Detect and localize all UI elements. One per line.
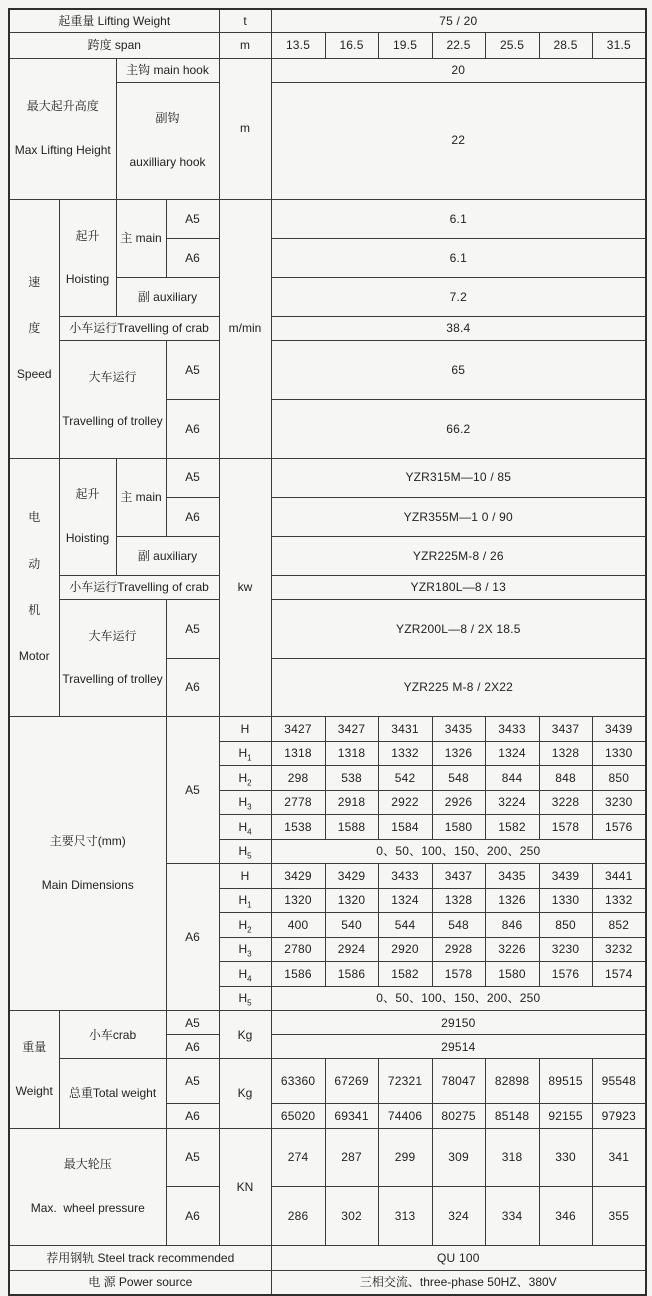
- weight-crab-unit: Kg: [219, 1011, 271, 1059]
- speed-trolley-a5-value: 65: [271, 341, 646, 400]
- dim-value: 2922: [378, 790, 432, 815]
- row-span: [9, 32, 646, 58]
- dim-value: 2920: [378, 937, 432, 962]
- dim-value: 542: [378, 766, 432, 791]
- dim-value: 2928: [432, 937, 485, 962]
- motor-unit: kw: [219, 458, 271, 717]
- dim-name: $H_4$: [219, 962, 271, 987]
- speed-crab-value: 38.4: [271, 317, 646, 341]
- wheel-pressure-value: 346: [539, 1187, 592, 1246]
- dim-value: 1576: [592, 815, 646, 840]
- dim-value: 3441: [592, 864, 646, 889]
- grade-label: A5: [166, 599, 219, 658]
- span-label: 跨度 span: [9, 32, 219, 58]
- dim-value: 3439: [539, 864, 592, 889]
- grade-label: A5: [166, 1059, 219, 1104]
- dim-value: 1328: [432, 888, 485, 913]
- row-motor-main-a5: [9, 458, 646, 497]
- weight-total-value: 89515: [539, 1059, 592, 1104]
- weight-total-value: 65020: [271, 1104, 325, 1129]
- wheel-pressure-value: 330: [539, 1128, 592, 1187]
- span-value: 25.5: [485, 32, 539, 58]
- motor-main-a6-value: YZR355M—1 0 / 90: [271, 497, 646, 536]
- grade-label: A5: [166, 717, 219, 864]
- dim-name: $H_5$: [219, 986, 271, 1011]
- dim-value: 1330: [592, 741, 646, 766]
- grade-label: A6: [166, 1035, 219, 1059]
- wheel-pressure-value: 299: [378, 1128, 432, 1187]
- dim-value: 1580: [432, 815, 485, 840]
- row-weight-crab-a5: [9, 1011, 646, 1035]
- motor-section-label: 电 动 机 Motor: [9, 458, 59, 717]
- dim-value: 2918: [325, 790, 378, 815]
- grade-label: A5: [166, 1128, 219, 1187]
- weight-crab-label: 小车crab: [59, 1011, 166, 1059]
- weight-total-value: 72321: [378, 1059, 432, 1104]
- dim-value: 1320: [271, 888, 325, 913]
- wheel-pressure-value: 309: [432, 1128, 485, 1187]
- grade-label: A6: [166, 1104, 219, 1129]
- dim-h5-value: 0、50、100、150、200、250: [271, 839, 646, 864]
- dim-value: 540: [325, 913, 378, 938]
- dim-value: 3437: [539, 717, 592, 742]
- aux-hook-label: 副钩 auxilliary hook: [116, 82, 219, 199]
- row-steel-track: [9, 1245, 646, 1270]
- speed-trolley-label: 大车运行 Travelling of trolley: [59, 341, 166, 458]
- grade-label: A5: [166, 458, 219, 497]
- dim-value: 400: [271, 913, 325, 938]
- motor-main-a5-value: YZR315M—10 / 85: [271, 458, 646, 497]
- row-wheel-a5: [9, 1128, 646, 1187]
- speed-aux-value: 7.2: [271, 278, 646, 317]
- span-value: 13.5: [271, 32, 325, 58]
- row-speed-crab: [9, 317, 646, 341]
- dim-value: 1324: [378, 888, 432, 913]
- dim-value: 544: [378, 913, 432, 938]
- span-value: 16.5: [325, 32, 378, 58]
- dim-value: 3433: [485, 717, 539, 742]
- dim-value: 850: [539, 913, 592, 938]
- dim-value: 1582: [485, 815, 539, 840]
- dim-value: 1328: [539, 741, 592, 766]
- row-motor-crab: [9, 575, 646, 599]
- motor-trolley-a6-value: YZR225 M-8 / 2X22: [271, 658, 646, 717]
- aux-hook-value: 22: [271, 82, 646, 199]
- grade-label: A5: [166, 199, 219, 238]
- dim-name: $H_1$: [219, 888, 271, 913]
- dim-value: 3230: [539, 937, 592, 962]
- weight-section-label: 重量 Weight: [9, 1011, 59, 1128]
- dim-value: 2778: [271, 790, 325, 815]
- dim-name: H: [219, 864, 271, 889]
- dim-value: 1538: [271, 815, 325, 840]
- dim-value: 846: [485, 913, 539, 938]
- wheel-pressure-value: 355: [592, 1187, 646, 1246]
- weight-crab-a5-value: 29150: [271, 1011, 646, 1035]
- lifting-weight-label: 起重量 Lifting Weight: [9, 9, 219, 32]
- motor-crab-label: 小车运行Travelling of crab: [59, 575, 219, 599]
- wheel-pressure-value: 286: [271, 1187, 325, 1246]
- row-weight-total-a5: [9, 1059, 646, 1104]
- dim-value: 2780: [271, 937, 325, 962]
- dim-value: 1584: [378, 815, 432, 840]
- dim-value: 3433: [378, 864, 432, 889]
- motor-crab-value: YZR180L—8 / 13: [271, 575, 646, 599]
- dim-name: $H_3$: [219, 937, 271, 962]
- weight-total-value: 80275: [432, 1104, 485, 1129]
- main-dimensions-label: 主要尺寸(mm) Main Dimensions: [9, 717, 166, 1011]
- dim-value: 1326: [485, 888, 539, 913]
- dim-value: 3230: [592, 790, 646, 815]
- height-unit: m: [219, 58, 271, 199]
- dim-value: 3435: [432, 717, 485, 742]
- span-unit: m: [219, 32, 271, 58]
- dim-value: 1332: [592, 888, 646, 913]
- weight-total-unit: Kg: [219, 1059, 271, 1128]
- dim-name: $H_2$: [219, 913, 271, 938]
- dim-name: $H_4$: [219, 815, 271, 840]
- row-speed-trolley-a5: [9, 341, 646, 400]
- grade-label: A6: [166, 864, 219, 1011]
- row-main-hook: [9, 58, 646, 82]
- weight-total-value: 69341: [325, 1104, 378, 1129]
- dim-value: 548: [432, 913, 485, 938]
- row-power-source: [9, 1270, 646, 1295]
- lifting-weight-value: 75 / 20: [271, 9, 646, 32]
- dim-value: 1318: [325, 741, 378, 766]
- span-value: 22.5: [432, 32, 485, 58]
- wheel-pressure-value: 313: [378, 1187, 432, 1246]
- weight-total-value: 63360: [271, 1059, 325, 1104]
- grade-label: A6: [166, 399, 219, 458]
- dim-value: 3226: [485, 937, 539, 962]
- dim-value: 1586: [271, 962, 325, 987]
- wheel-pressure-unit: KN: [219, 1128, 271, 1245]
- dim-value: 2924: [325, 937, 378, 962]
- row-speed-main-a5: [9, 199, 646, 238]
- wheel-pressure-value: 318: [485, 1128, 539, 1187]
- dim-value: 548: [432, 766, 485, 791]
- dim-value: 3429: [325, 864, 378, 889]
- dim-value: 298: [271, 766, 325, 791]
- dim-name: $H_3$: [219, 790, 271, 815]
- weight-total-value: 85148: [485, 1104, 539, 1129]
- speed-aux-label: 副 auxiliary: [116, 278, 219, 317]
- grade-label: A6: [166, 238, 219, 277]
- dim-value: 3435: [485, 864, 539, 889]
- dim-value: 1580: [485, 962, 539, 987]
- speed-hoisting-label: 起升 Hoisting: [59, 199, 116, 316]
- dim-value: 3439: [592, 717, 646, 742]
- weight-total-value: 95548: [592, 1059, 646, 1104]
- steel-track-value: QU 100: [271, 1245, 646, 1270]
- grade-label: A5: [166, 1011, 219, 1035]
- dim-value: 3429: [271, 864, 325, 889]
- dim-value: 1574: [592, 962, 646, 987]
- max-lifting-height-label: 最大起升高度 Max Lifting Height: [9, 58, 116, 199]
- steel-track-label: 荐用钢轨 Steel track recommended: [9, 1245, 271, 1270]
- wheel-pressure-value: 287: [325, 1128, 378, 1187]
- dim-value: 1578: [432, 962, 485, 987]
- span-value: 19.5: [378, 32, 432, 58]
- crane-spec-table: [8, 8, 647, 1296]
- weight-total-value: 78047: [432, 1059, 485, 1104]
- dim-value: 3427: [325, 717, 378, 742]
- speed-trolley-a6-value: 66.2: [271, 399, 646, 458]
- motor-aux-value: YZR225M-8 / 26: [271, 536, 646, 575]
- dim-value: 538: [325, 766, 378, 791]
- dim-name: $H_5$: [219, 839, 271, 864]
- weight-total-value: 67269: [325, 1059, 378, 1104]
- dim-name: $H_1$: [219, 741, 271, 766]
- weight-total-value: 92155: [539, 1104, 592, 1129]
- motor-trolley-label: 大车运行 Travelling of trolley: [59, 599, 166, 716]
- grade-label: A6: [166, 1187, 219, 1246]
- weight-total-value: 97923: [592, 1104, 646, 1129]
- dim-value: 1578: [539, 815, 592, 840]
- main-hook-label: 主钩 main hook: [116, 58, 219, 82]
- dim-value: 1586: [325, 962, 378, 987]
- dim-value: 1330: [539, 888, 592, 913]
- dim-value: 3224: [485, 790, 539, 815]
- dim-name: $H_2$: [219, 766, 271, 791]
- dim-value: 2926: [432, 790, 485, 815]
- row-dims-a5-h: [9, 717, 646, 742]
- dim-value: 3427: [271, 717, 325, 742]
- speed-main-a5-value: 6.1: [271, 199, 646, 238]
- dim-value: 848: [539, 766, 592, 791]
- lifting-weight-unit: t: [219, 9, 271, 32]
- weight-total-value: 74406: [378, 1104, 432, 1129]
- wheel-pressure-value: 274: [271, 1128, 325, 1187]
- dim-value: 3232: [592, 937, 646, 962]
- power-source-value: 三相交流、three-phase 50HZ、380V: [271, 1270, 646, 1295]
- motor-main-label: 主 main: [116, 458, 166, 536]
- dim-value: 1588: [325, 815, 378, 840]
- dim-value: 852: [592, 913, 646, 938]
- dim-value: 3228: [539, 790, 592, 815]
- speed-unit: m/min: [219, 199, 271, 458]
- main-hook-value: 20: [271, 58, 646, 82]
- dim-value: 3437: [432, 864, 485, 889]
- dim-h5-value: 0、50、100、150、200、250: [271, 986, 646, 1011]
- span-value: 28.5: [539, 32, 592, 58]
- row-lifting-weight: [9, 9, 646, 32]
- power-source-label: 电 源 Power source: [9, 1270, 271, 1295]
- speed-section-label: 速 度 Speed: [9, 199, 59, 458]
- grade-label: A6: [166, 497, 219, 536]
- dim-value: 844: [485, 766, 539, 791]
- wheel-pressure-value: 341: [592, 1128, 646, 1187]
- span-value: 31.5: [592, 32, 646, 58]
- speed-main-a6-value: 6.1: [271, 238, 646, 277]
- motor-trolley-a5-value: YZR200L—8 / 2X 18.5: [271, 599, 646, 658]
- row-motor-trolley-a5: [9, 599, 646, 658]
- dim-value: 1324: [485, 741, 539, 766]
- weight-total-value: 82898: [485, 1059, 539, 1104]
- dim-value: 1320: [325, 888, 378, 913]
- dim-value: 850: [592, 766, 646, 791]
- weight-crab-a6-value: 29514: [271, 1035, 646, 1059]
- grade-label: A5: [166, 341, 219, 400]
- grade-label: A6: [166, 658, 219, 717]
- dim-value: 1576: [539, 962, 592, 987]
- speed-main-label: 主 main: [116, 199, 166, 277]
- motor-aux-label: 副 auxiliary: [116, 536, 219, 575]
- wheel-pressure-label: 最大轮压 Max. wheel pressure: [9, 1128, 166, 1245]
- dim-value: 1326: [432, 741, 485, 766]
- dim-name: H: [219, 717, 271, 742]
- wheel-pressure-value: 324: [432, 1187, 485, 1246]
- dim-value: 1582: [378, 962, 432, 987]
- weight-total-label: 总重Total weight: [59, 1059, 166, 1128]
- wheel-pressure-value: 334: [485, 1187, 539, 1246]
- dim-value: 1332: [378, 741, 432, 766]
- wheel-pressure-value: 302: [325, 1187, 378, 1246]
- dim-value: 1318: [271, 741, 325, 766]
- speed-crab-label: 小车运行Travelling of crab: [59, 317, 219, 341]
- motor-hoisting-label: 起升 Hoisting: [59, 458, 116, 575]
- dim-value: 3431: [378, 717, 432, 742]
